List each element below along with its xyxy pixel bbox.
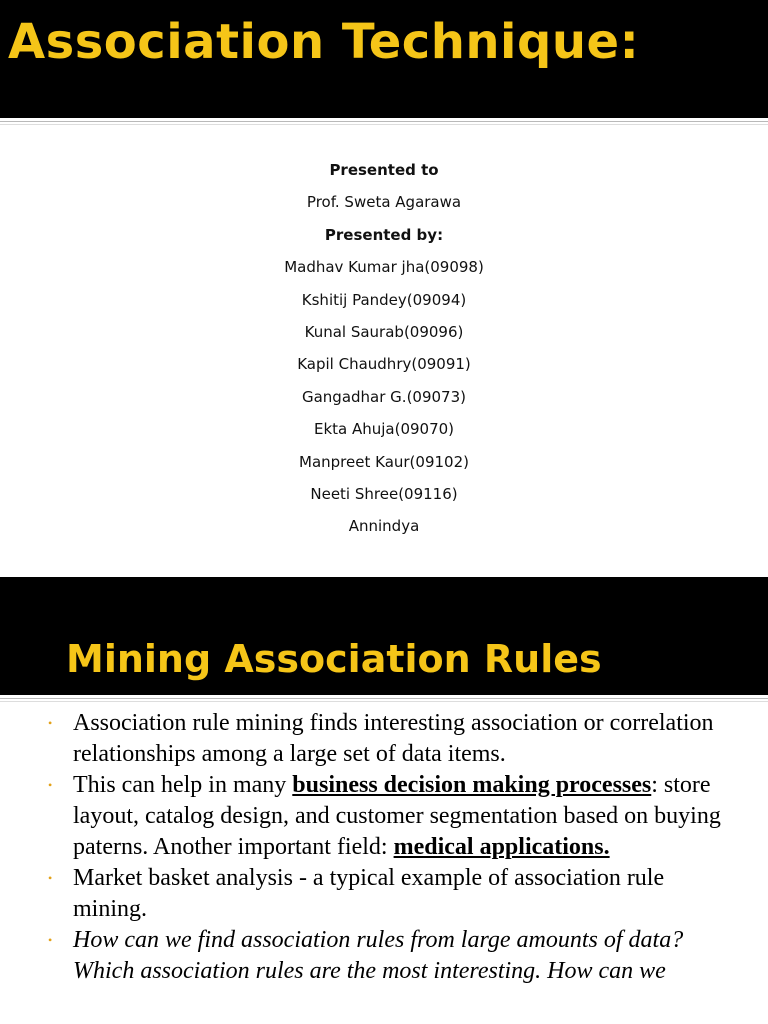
bullet-dot-icon: • [48,778,53,792]
credits-name: Kunal Saurab(09096) [304,322,464,341]
bullet-text: How can we find association rules from large amounts of data? Which association rules are the most interesting. How can we [73,927,684,984]
bullet-text: : store layout, catalog design, and customer segmentation based on buying paterns. Another important field: [73,772,721,860]
credits-name: Neeti Shree(09116) [310,484,458,503]
bullet-dot-icon: • [48,933,53,947]
bullet-text: Association rule mining finds interesting association or correlation relationships among a large set of data items. [73,710,714,767]
bullet-dot-icon: • [48,716,53,730]
slide1-header [0,0,768,118]
bullet-list [0,708,768,987]
bullet-item [0,770,768,863]
credits-name: Gangadhar G.(09073) [301,387,466,406]
credits-name: Kapil Chaudhry(09091) [297,355,471,374]
credits-heading: Presented by: [324,225,444,244]
credits-name: Madhav Kumar jha(09098) [284,258,484,277]
credits-name: Annindya [348,517,420,536]
bullet-item [0,925,768,987]
slide2-header [0,577,768,695]
credits-heading: Presented to [329,161,439,179]
bullet-item [0,708,768,770]
credits-list [0,158,768,547]
emphasized-text: business decision making processes [292,772,652,798]
slide2-divider-bottom [0,701,768,702]
bullet-item [0,863,768,925]
bullet-text: This can help in many [73,772,293,798]
header-divider-top [0,121,768,122]
credits-name: Manpreet Kaur(09102) [299,452,469,471]
slide1-title: Association Technique: [8,14,640,70]
bullet-dot-icon: • [48,871,53,885]
credits-name: Ekta Ahuja(09070) [313,420,455,439]
credits-name: Kshitij Pandey(09094) [301,290,467,309]
emphasized-text: medical applications. [393,834,610,860]
slide2-divider-top [0,698,768,699]
header-divider-bottom [0,124,768,125]
bullet-text: Market basket analysis - a typical example of association rule mining. [73,865,665,922]
slide2-title: Mining Association Rules [66,637,602,681]
credits-name: Prof. Sweta Agarawa [306,193,462,212]
